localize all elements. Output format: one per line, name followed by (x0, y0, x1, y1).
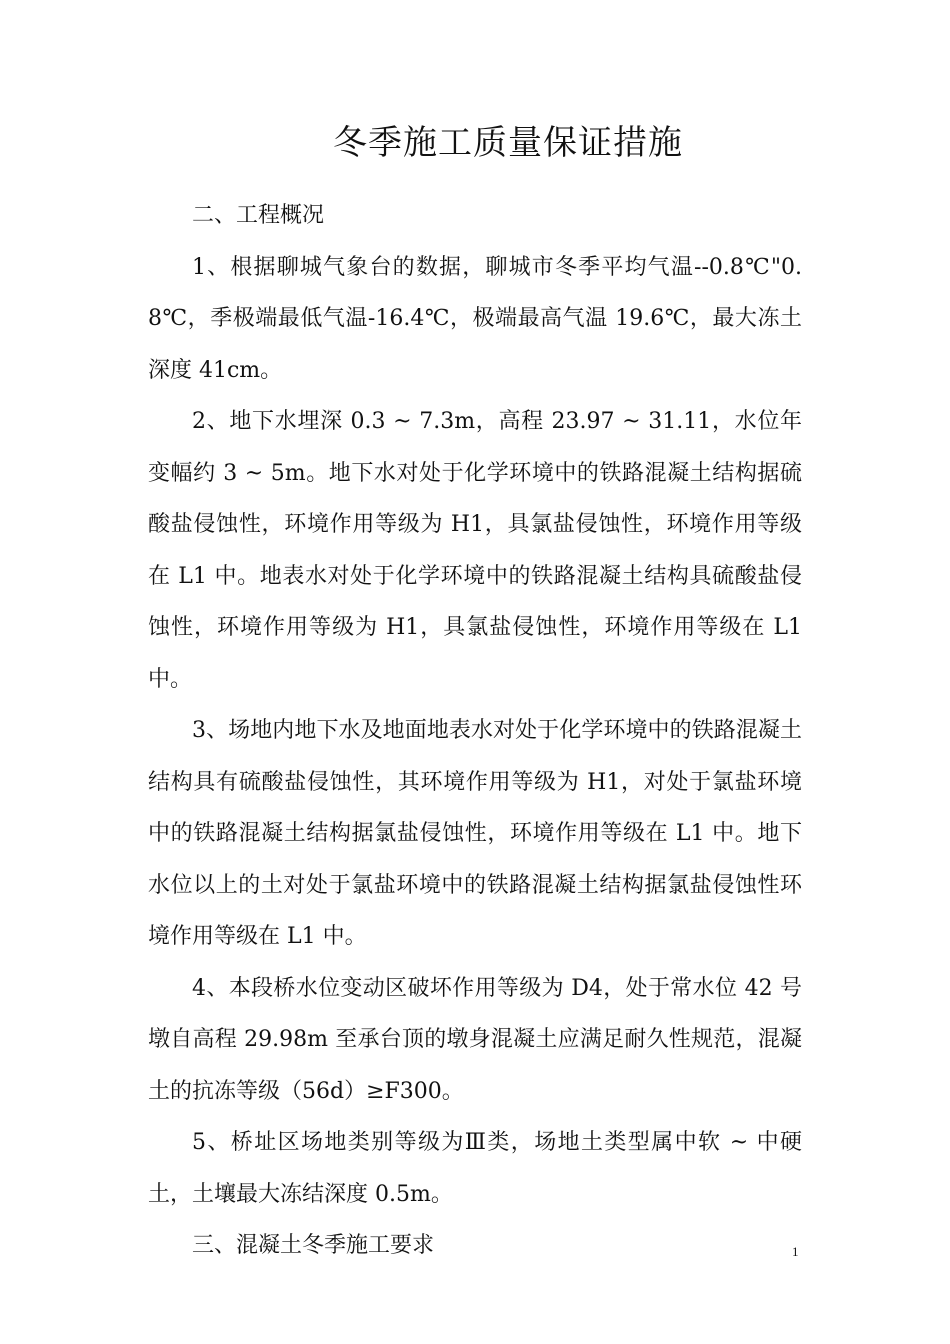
paragraph-4: 4、本段桥水位变动区破坏作用等级为 D4，处于常水位 42 号墩自高程 29.98m 至承台顶的墩身混凝土应满足耐久性规范，混凝土的抗冻等级（56d）≥F300。 (148, 975, 802, 1104)
document-body (148, 190, 802, 1272)
paragraph-3: 3、场地内地下水及地面地表水对处于化学环境中的铁路混凝土结构具有硫酸盐侵蚀性，其环境作用等级为 H1，对处于氯盐环境中的铁路混凝土结构据氯盐侵蚀性，环境作用等级在 L1 中。地下水位以上的土对处于氯盐环境中的铁路混凝土结构据氯盐侵蚀性环境作用等级在 L1 中。 (148, 718, 802, 949)
section-heading-winter-concrete: 三、混凝土冬季施工要求 (192, 1233, 435, 1258)
section-heading-overview: 二、工程概况 (192, 203, 325, 228)
paragraph-1: 1、根据聊城气象台的数据，聊城市冬季平均气温--0.8℃"0.8℃，季极端最低气温-16.4℃，极端最高气温 19.6℃，最大冻土深度 41cm。 (148, 254, 802, 383)
document-title: 冬季施工质量保证措施 (333, 123, 683, 163)
page-number: 1 (792, 1244, 799, 1259)
paragraph-5: 5、桥址区场地类别等级为Ⅲ类，场地土类型属中软 ~ 中硬土，土壤最大冻结深度 0.5m。 (148, 1130, 802, 1207)
paragraph-2: 2、地下水埋深 0.3 ~ 7.3m，高程 23.97 ~ 31.11，水位年变幅约 3 ~ 5m。地下水对处于化学环境中的铁路混凝土结构据硫酸盐侵蚀性，环境作用等级为 H1，具氯盐侵蚀性，环境作用等级在 L1 中。地表水对处于化学环境中的铁路混凝土结构具硫酸盐侵蚀性，环境作用等级为 H1，具氯盐侵蚀性，环境作用等级在 L1 中。 (148, 409, 802, 692)
